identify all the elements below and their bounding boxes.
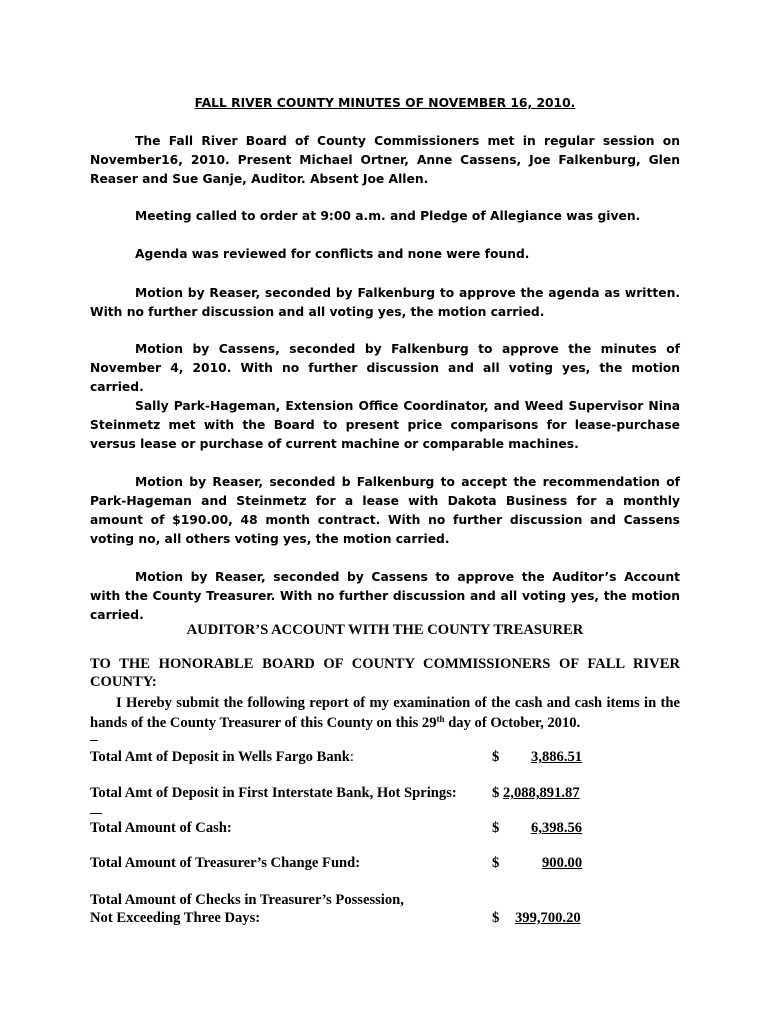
checks-currency: $ [492,910,500,926]
wells-fargo-currency: $ [492,749,500,765]
checks-label-line1: Total Amount of Checks in Treasurer’s Possession, [90,892,404,908]
account-intro-superscript: th [436,714,445,724]
paragraph-agenda-review: Agenda was reviewed for conflicts and none were found. [135,247,530,261]
wells-fargo-label-colon: : [349,749,354,765]
paragraph-session: The Fall River Board of County Commissioners met in regular session on November16, 2010. Present Michael Ortner, Anne Cassens, Joe Falkenburg, Glen Reaser and Sue Ganje, Auditor. Absent Joe Allen. [90,134,680,186]
paragraph-extension-office: Sally Park-Hageman, Extension Office Coordinator, and Weed Supervisor Nina Steinmetz met with the Board to present price comparisons for lease-purchase versus lease or purchase of current machine or comparable machines. [90,399,680,451]
change-fund-label: Total Amount of Treasurer’s Change Fund: [90,855,361,871]
cash-currency: $ [492,820,500,836]
first-interstate-currency: $ [492,785,500,801]
document-title: FALL RIVER COUNTY MINUTES OF NOVEMBER 16, 2010. [194,96,576,110]
wells-fargo-label [90,748,354,766]
checks-label-line2: Not Exceeding Three Days: [90,910,261,926]
paragraph-minutes-motion: Motion by Cassens, seconded by Falkenburg to approve the minutes of November 4, 2010. With no further discussion and all voting yes, the motion carried. [90,342,680,394]
wells-fargo-label-text: Total Amt of Deposit in Wells Fargo Bank [90,749,350,765]
account-intro [90,693,680,733]
first-interstate-label: Total Amt of Deposit in First Interstate Bank, Hot Springs: [90,785,457,801]
wells-fargo-amount: 3,886.51 [531,749,583,765]
cash-amount: 6,398.56 [531,820,583,836]
account-intro-date: day of October, 2010. [444,715,581,731]
checks-amount: 399,700.20 [515,910,581,926]
account-addressee: TO THE HONORABLE BOARD OF COUNTY COMMISSIONERS OF FALL RIVER COUNTY: [90,656,680,690]
paragraph-call-to-order: Meeting called to order at 9:00 a.m. and Pledge of Allegiance was given. [135,209,641,223]
blank-line-mark [90,740,98,741]
change-fund-currency: $ [492,855,500,871]
paragraph-agenda-motion: Motion by Reaser, seconded by Falkenburg to approve the agenda as written. With no further discussion and all voting yes, the motion carried. [90,286,680,319]
change-fund-amount: 900.00 [542,855,583,871]
cash-label: Total Amount of Cash: [90,820,232,836]
paragraph-auditor-motion: Motion by Reaser, seconded by Cassens to approve the Auditor’s Account with the County Treasurer. With no further discussion and all voting yes, the motion carried. [90,570,680,622]
paragraph-lease-motion: Motion by Reaser, seconded b Falkenburg to accept the recommendation of Park-Hageman and Steinmetz for a lease with Dakota Business for a monthly amount of $190.00, 48 month contract. With no further discussion and Cassens voting no, all others voting yes, the motion carried. [90,475,680,546]
first-interstate-amount: 2,088,891.87 [503,785,580,801]
account-heading: AUDITOR’S ACCOUNT WITH THE COUNTY TREASURER [186,622,584,638]
account-intro-text: I Hereby submit the following report of my examination of the cash and cash items in the hands of the County Treasurer of this County on this 29 [90,695,680,731]
blank-line-mark [90,813,102,814]
